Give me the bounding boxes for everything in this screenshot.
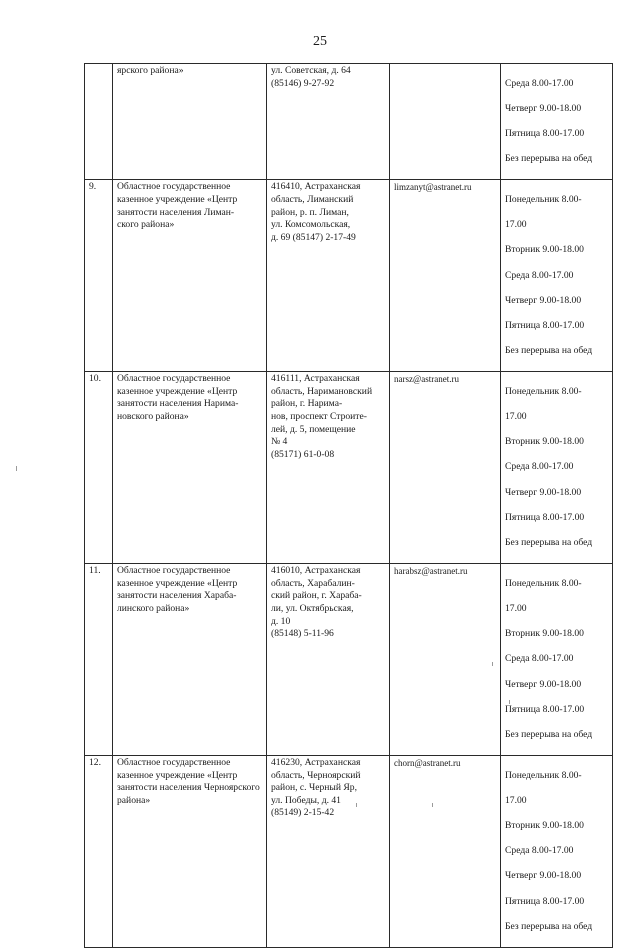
table-row <box>85 756 613 948</box>
email: chorn@astranet.ru <box>390 756 501 948</box>
hours-line: Понедельник 8.00- <box>505 769 582 781</box>
hours-line: Среда 8.00-17.00 <box>505 461 574 473</box>
address-phone: 416111, Астраханская область, Наримановский район, г. Нарима- нов, проспект Строите- лей, д. 5, помещение № 4 (85171) 61-0-08 <box>267 372 390 564</box>
institution-name: Областное государственное казенное учреждение «Центр занятости населения Лиман- ского района» <box>113 180 267 372</box>
address-phone: ул. Советская, д. 64 (85146) 9-27-92 <box>267 64 390 180</box>
institution-name: Областное государственное казенное учреждение «Центр занятости населения Нарима- новского района» <box>113 372 267 564</box>
row-number: 9. <box>85 180 113 372</box>
hours-line: 17.00 <box>505 794 527 806</box>
hours-line: Пятница 8.00-17.00 <box>505 127 585 139</box>
hours-line: Вторник 9.00-18.00 <box>505 244 584 256</box>
hours-line: Без перерыва на обед <box>505 728 593 740</box>
hours-line: Понедельник 8.00- <box>505 385 582 397</box>
address-phone: 416410, Астраханская область, Лиманский район, р. п. Лиман, ул. Комсомольская, д. 69 (85147) 2-17-49 <box>267 180 390 372</box>
hours-line: Пятница 8.00-17.00 <box>505 511 585 523</box>
scan-speck <box>509 700 510 704</box>
hours-line: Вторник 9.00-18.00 <box>505 628 584 640</box>
table-row <box>85 372 613 564</box>
scan-speck <box>356 803 357 807</box>
email: limzanyt@astranet.ru <box>390 180 501 372</box>
email <box>390 64 501 180</box>
address-phone: 416010, Астраханская область, Харабалин- ский район, г. Хараба- ли, ул. Октябрьская, д. 10 (85148) 5-11-96 <box>267 564 390 756</box>
scan-speck <box>16 466 17 471</box>
hours-line: Понедельник 8.00- <box>505 577 582 589</box>
hours-line: Среда 8.00-17.00 <box>505 77 574 89</box>
employment-centers-table <box>84 63 613 948</box>
working-hours <box>501 180 613 372</box>
row-number <box>85 64 113 180</box>
address-phone: 416230, Астраханская область, Черноярский район, с. Черный Яр, ул. Победы, д. 41 (85149) 2-15-42 <box>267 756 390 948</box>
table-body <box>85 64 613 948</box>
working-hours <box>501 756 613 948</box>
hours-line: Среда 8.00-17.00 <box>505 845 574 857</box>
hours-line: Пятница 8.00-17.00 <box>505 703 585 715</box>
scan-speck <box>492 662 493 666</box>
hours-line: Понедельник 8.00- <box>505 193 582 205</box>
row-number: 11. <box>85 564 113 756</box>
hours-line: Четверг 9.00-18.00 <box>505 486 582 498</box>
institution-name: Областное государственное казенное учреждение «Центр занятости населения Хараба- линского района» <box>113 564 267 756</box>
hours-line: Четверг 9.00-18.00 <box>505 102 582 114</box>
hours-line: 17.00 <box>505 411 527 423</box>
hours-line: Без перерыва на обед <box>505 345 593 357</box>
hours-line: 17.00 <box>505 219 527 231</box>
hours-line: Без перерыва на обед <box>505 920 593 932</box>
working-hours <box>501 372 613 564</box>
hours-line: Среда 8.00-17.00 <box>505 269 574 281</box>
hours-line: Четверг 9.00-18.00 <box>505 294 582 306</box>
hours-line: Пятница 8.00-17.00 <box>505 319 585 331</box>
hours-line: Четверг 9.00-18.00 <box>505 870 582 882</box>
hours-line: Вторник 9.00-18.00 <box>505 820 584 832</box>
working-hours <box>501 64 613 180</box>
row-number: 12. <box>85 756 113 948</box>
institution-name: Областное государственное казенное учреждение «Центр занятости населения Черноярского района» <box>113 756 267 948</box>
institution-name: ярского района» <box>113 64 267 180</box>
page-number: 25 <box>313 34 327 49</box>
hours-line: Среда 8.00-17.00 <box>505 653 574 665</box>
hours-line: Вторник 9.00-18.00 <box>505 436 584 448</box>
scan-speck <box>432 803 433 807</box>
hours-line: Без перерыва на обед <box>505 536 593 548</box>
hours-line: Пятница 8.00-17.00 <box>505 895 585 907</box>
email: narsz@astranet.ru <box>390 372 501 564</box>
hours-line: Без перерыва на обед <box>505 153 593 165</box>
table-row <box>85 564 613 756</box>
row-number: 10. <box>85 372 113 564</box>
working-hours <box>501 564 613 756</box>
table-row <box>85 64 613 180</box>
hours-line: Четверг 9.00-18.00 <box>505 678 582 690</box>
hours-line: 17.00 <box>505 602 527 614</box>
email: harabsz@astranet.ru <box>390 564 501 756</box>
table-row <box>85 180 613 372</box>
